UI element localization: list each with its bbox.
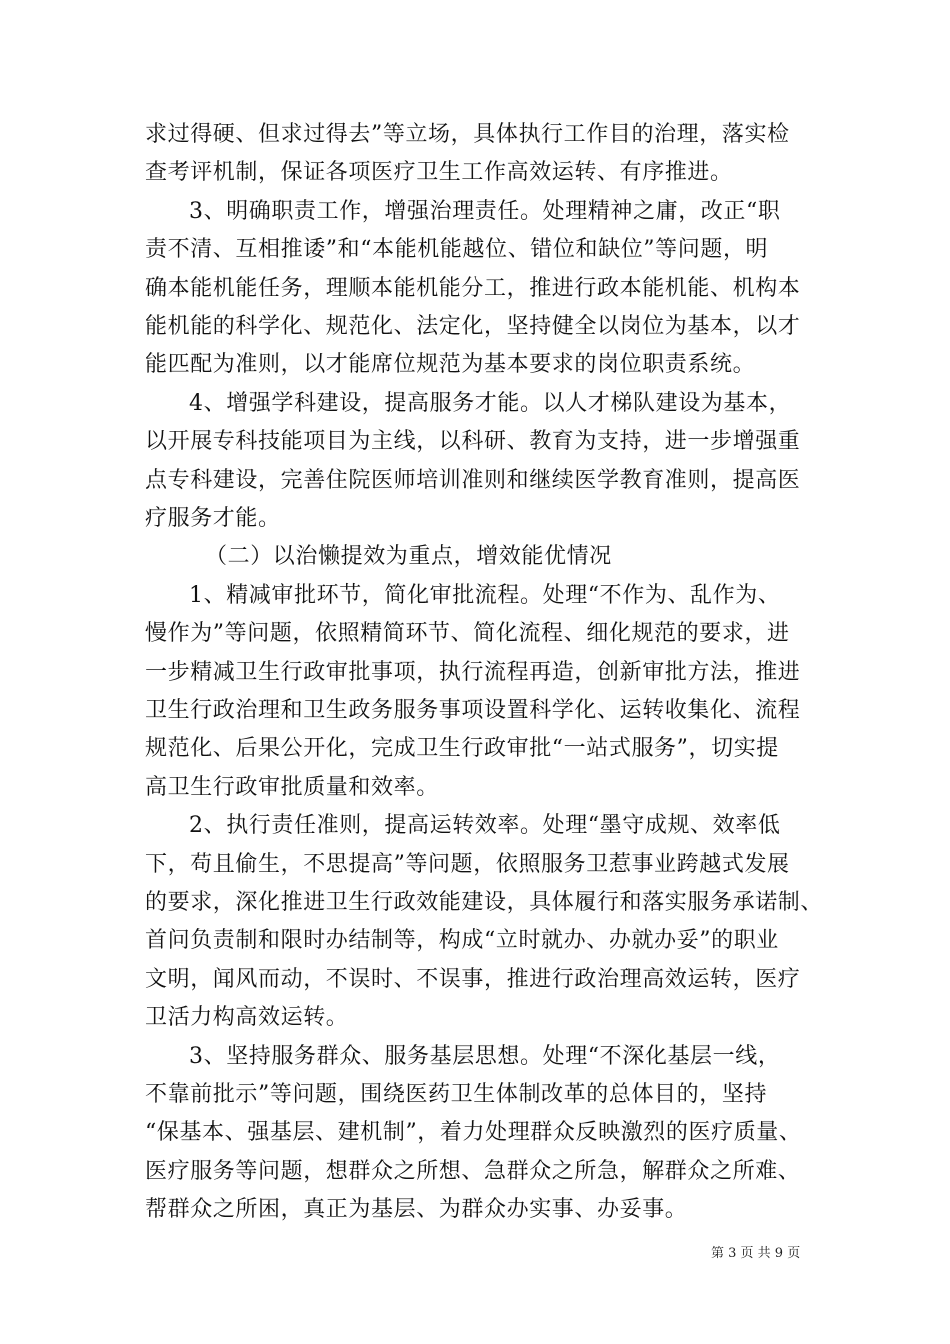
paragraph-line: 3、坚持服务群众、服务基层思想。处理“不深化基层一线， [189, 1043, 781, 1069]
paragraph-line: 文明，闻风而动，不误时、不误事，推进行政治理高效运转，医疗 [145, 966, 801, 992]
paragraph-line: 以开展专科技能项目为主线，以科研、教育为支持，进一步增强重 [145, 429, 801, 455]
paragraph-line: 确本能机能任务，理顺本能机能分工，推进行政本能机能、机构本 [145, 275, 801, 301]
paragraph-line: 1、精减审批环节，简化审批流程。处理“不作为、乱作为、 [189, 582, 781, 608]
paragraph-line: 求过得硬、但求过得去”等立场，具体执行工作目的治理，落实检 [145, 122, 790, 147]
paragraph-line: 医疗服务等问题，想群众之所想、急群众之所急，解群众之所难、 [145, 1158, 801, 1184]
paragraph-line: 规范化、后果公开化，完成卫生行政审批“一站式服务”，切实提 [145, 736, 779, 762]
section-heading: （二）以治懒提效为重点，增效能优情况 [205, 544, 612, 570]
paragraph-line: 慢作为”等问题，依照精简环节、简化流程、细化规范的要求，进 [145, 621, 790, 647]
paragraph-line: 责不清、互相推诿”和“本能机能越位、错位和缺位”等问题，明 [145, 237, 769, 263]
paragraph-line: 卫活力构高效运转。 [145, 1005, 349, 1031]
paragraph-line: 一步精减卫生行政审批事项，执行流程再造，创新审批方法，推进 [145, 659, 801, 685]
paragraph-line: “保基本、强基层、建机制”，着力处理群众反映激烈的医疗质量、 [145, 1120, 802, 1146]
paragraph-line: 高卫生行政审批质量和效率。 [145, 774, 439, 800]
paragraph-line: 卫生行政治理和卫生政务服务事项设置科学化、运转收集化、流程 [145, 698, 801, 723]
paragraph-line: 不靠前批示”等问题，围绕医药卫生体制改革的总体目的，坚持 [145, 1082, 768, 1107]
page-number-footer: 第 3 页 共 9 页 [711, 1246, 801, 1261]
paragraph-line: 3、明确职责工作，增强治理责任。处理精神之庸，改正“职 [189, 198, 781, 224]
paragraph-line: 能机能的科学化、规范化、法定化，坚持健全以岗位为基本，以才 [145, 314, 801, 339]
paragraph-line: 下，苟且偷生，不思提高”等问题，依照服务卫惹事业跨越式发展 [145, 851, 790, 877]
paragraph-line: 4、增强学科建设，提高服务才能。以人才梯队建设为基本， [189, 390, 792, 416]
paragraph-line: 疗服务才能。 [145, 506, 281, 531]
paragraph-line: 查考评机制，保证各项医疗卫生工作高效运转、有序推进。 [145, 160, 733, 186]
paragraph-line: 首问负责制和限时办结制等，构成“立时就办、办就办妥”的职业 [145, 928, 779, 954]
paragraph-line: 点专科建设，完善住院医师培训准则和继续医学教育准则，提高医 [145, 467, 801, 493]
paragraph-line: 2、执行责任准则，提高运转效率。处理“墨守成规、效率低 [189, 813, 781, 839]
paragraph-line: 的要求，深化推进卫生行政效能建设，具体履行和落实服务承诺制、 [145, 890, 824, 915]
paragraph-line: 能匹配为准则，以才能席位规范为基本要求的岗位职责系统。 [145, 352, 756, 378]
paragraph-line: 帮群众之所困，真正为基层、为群众办实事、办妥事。 [145, 1197, 688, 1223]
